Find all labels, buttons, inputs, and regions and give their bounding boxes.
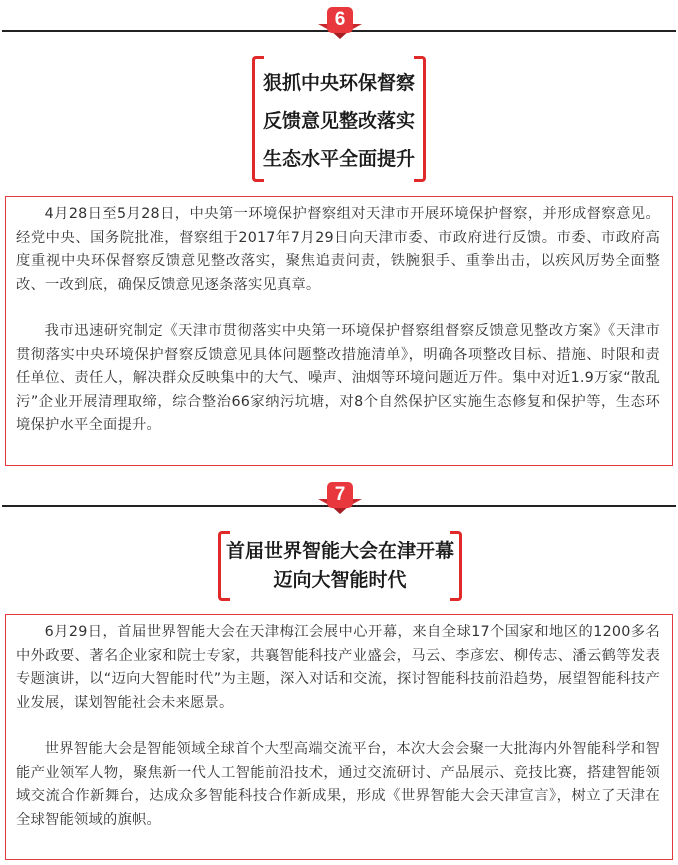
content-box <box>5 614 673 860</box>
right-bracket-icon <box>414 56 426 182</box>
title-line: 迈向大智能时代 <box>273 569 407 591</box>
title-line: 首届世界智能大会在津开幕 <box>225 540 454 562</box>
paragraph: 我市迅速研究制定《天津市贯彻落实中央第一环境保护督察组督察反馈意见整改方案》《天津市贯彻落实中央环境保护督察反馈意见具体问题整改措施清单》，明确各项整改目标、措施、时限和责任单位、责任人，解决群众反映集中的大气、噪声、油烟等环境问题近万件。集中对近1.9万家“散乱污”企业开展清理取缔，综合整治66家纳污坑塘，对8个自然保护区实施生态修复和保护等，生态环境保护水平全面提升。 <box>16 323 660 433</box>
section-number: 6 <box>327 7 353 33</box>
paragraph: 4月28日至5月28日，中央第一环境保护督察组对天津市开展环境保护督察，并形成督察意见。经党中央、国务院批准，督察组于2017年7月29日向天津市委、市政府进行反馈。市委、市政府高度重视中央环保督察反馈意见整改落实，聚焦追责问责，铁腕狠手、重拳出击，以疾风厉势全面整改、一改到底，确保反馈意见逐条落实见真章。 <box>16 206 660 293</box>
paragraph: 世界智能大会是智能领域全球首个大型高端交流平台，本次大会会聚一大批海内外智能科学和智能产业领军人物，聚焦新一代人工智能前沿技术，通过交流研讨、产品展示、竞技比赛，搭建智能领域交流合作新舞台，达成众多智能科技合作新成果，形成《世界智能大会天津宣言》，树立了天津在全球智能领域的旗帜。 <box>16 741 660 828</box>
content-box <box>5 196 673 466</box>
section-number-badge <box>318 7 362 47</box>
section-number-badge <box>318 482 362 522</box>
title-line: 反馈意见整改落实 <box>262 110 415 132</box>
title-line: 生态水平全面提升 <box>262 148 415 170</box>
left-bracket-icon <box>218 531 230 601</box>
paragraph: 6月29日，首届世界智能大会在天津梅江会展中心开幕，来自全球17个国家和地区的1200多名中外政要、著名企业家和院士专家，共襄智能科技产业盛会，马云、李彦宏、柳传志、潘云鹤等发表专题演讲，以“迈向大智能时代”为主题，深入对话和交流，探讨智能科技前沿趋势，展望智能科技产业发展，谋划智能社会未来愿景。 <box>16 624 660 711</box>
section-number: 7 <box>327 482 353 508</box>
right-bracket-icon <box>450 531 462 601</box>
left-bracket-icon <box>252 56 264 182</box>
section-title <box>218 531 462 601</box>
title-line: 狠抓中央环保督察 <box>262 72 415 94</box>
section-title <box>252 56 426 182</box>
